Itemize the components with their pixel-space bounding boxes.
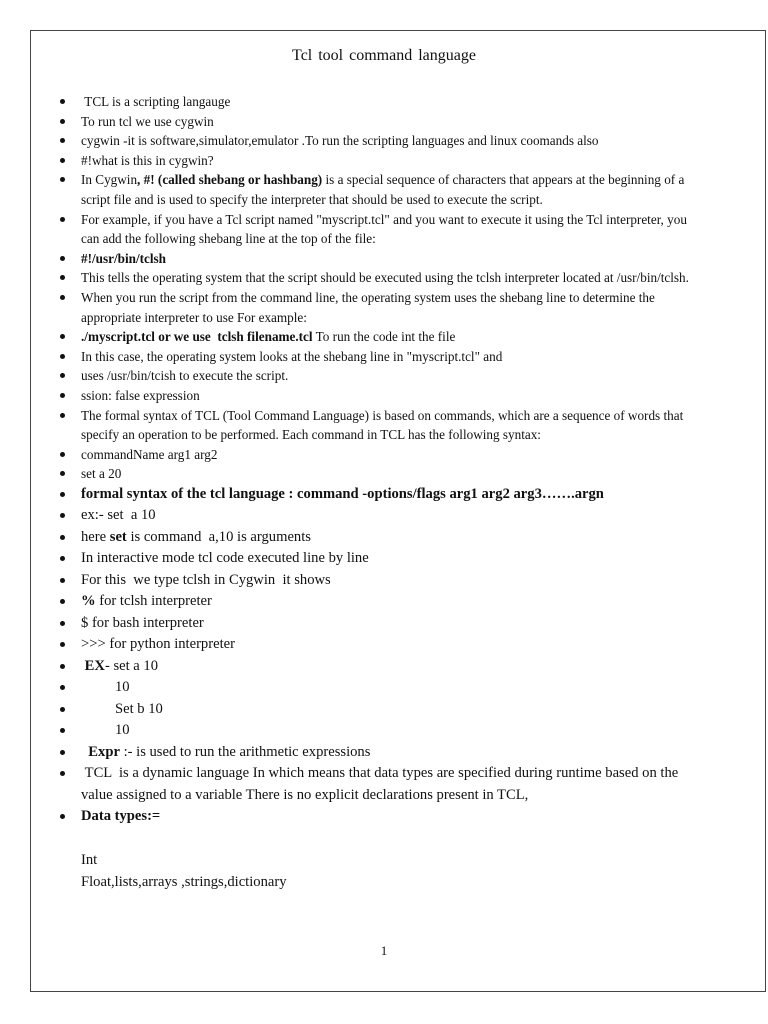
bullet-item [56,570,696,592]
text: The formal syntax of TCL (Tool Command Language) is based on commands, which are a sequence of words that specify an operation to be performed. Each command in TCL has the following syntax: [81,407,687,443]
bullet-dot-icon [60,256,65,261]
bold-text: EX [81,657,105,674]
bullet-dot-icon [60,452,65,457]
text: is a special sequence of characters that appears at the beginning of a script file and is used to specify the interpreter that should be used to execute the script. [81,172,688,207]
bullet-dot-icon [60,138,65,143]
bullet-dot-icon [60,513,65,518]
text: To run tcl we use cygwin [81,113,214,129]
text: In Cygwin [81,172,138,188]
bullet-dot-icon [60,471,65,476]
bullet-dot-icon [60,621,65,626]
bullet-dot-icon [60,642,65,647]
bullet-item [56,288,696,327]
text: uses /usr/bin/tcish to execute the script. [81,368,289,384]
bullet-item [56,591,696,613]
bullet-dot-icon [60,728,65,733]
data-types-list [81,850,287,893]
text: commandName arg1 arg2 [81,446,218,462]
text: ex:- set a 10 [81,507,156,524]
bullet-item [56,656,696,678]
bullet-item [56,366,696,386]
page-number: 1 [380,943,388,958]
text: For example, if you have a Tcl script named "myscript.tcl" and you want to execute it using the Tcl interpreter, you can add the following shebang line at the top of the file: [81,211,691,247]
bullet-dot-icon [60,99,65,104]
bullet-item [56,484,696,506]
bullet-item [56,464,696,484]
text: TCL is a scripting langauge [81,94,231,109]
text: :- is used to run the arithmetic expressions [119,743,371,760]
bullet-dot-icon [60,354,65,359]
bold-text: #!/usr/bin/tclsh [81,250,167,266]
bullet-item [56,386,696,406]
bullet-dot-icon [60,771,65,776]
bullet-dot-icon [60,158,65,163]
text: cygwin -it is software,simulator,emulator .To run the scripting languages and linux coomands also [81,133,599,149]
bullet-dot-icon [60,393,65,398]
text: To run the code int the file [312,329,456,345]
bullet-dot-icon [60,707,65,712]
bullet-dot-icon [60,334,65,339]
bullet-item [56,112,696,132]
bullet-item [56,763,696,806]
text: ssion: false expression [81,387,200,403]
bullet-item [56,634,696,656]
bullet-item [56,613,696,635]
bullet-dot-icon [60,535,65,540]
text: set a 20 [81,466,122,482]
bold-text: , #! (called shebang or hashbang) [137,172,323,188]
bullet-dot-icon [60,177,65,182]
text: For this we type tclsh in Cygwin it shows [81,571,331,588]
bullet-item [56,527,696,549]
bullet-dot-icon [60,685,65,690]
bold-text: Expr [81,743,120,760]
bullet-item [56,406,696,445]
bullet-dot-icon [60,413,65,418]
bullet-item [56,347,696,367]
text: 10 [115,722,130,739]
bullet-dot-icon [60,556,65,561]
bullet-item [56,210,696,249]
bold-text: formal syntax of the tcl language : command -options/flags arg1 arg2 arg3…….argn [81,485,604,502]
bullet-dot-icon [60,373,65,378]
bullet-item [56,151,696,171]
bullet-item [56,806,696,828]
bullet-list [56,92,696,828]
bullet-item [56,720,696,742]
text: Set b 10 [115,700,163,717]
bullet-dot-icon [60,119,65,124]
bullet-item [56,548,696,570]
bullet-dot-icon [60,814,65,819]
text: In interactive mode tcl code executed line by line [81,550,369,567]
bullet-item [56,327,696,347]
bold-text: Data types:= [81,808,161,825]
document-title: Tcl tool command language [292,47,476,64]
bullet-item [56,170,696,209]
bullet-dot-icon [60,492,65,497]
bullet-dot-icon [60,275,65,280]
bullet-item [56,445,696,465]
bullet-dot-icon [60,664,65,669]
text: $ for bash interpreter [81,614,204,631]
bullet-dot-icon [60,599,65,604]
bullet-item [56,249,696,269]
text: This tells the operating system that the script should be executed using the tclsh interpreter located at /usr/bin/tclsh. [81,270,689,286]
bullet-item [56,742,696,764]
bullet-item [56,677,696,699]
data-type-line-int: Int [81,852,98,868]
text: is command a,10 is arguments [126,528,311,545]
bullet-item [56,268,696,288]
bold-text: ./myscript.tcl or we use tclsh filename.tcl [81,329,313,345]
bullet-item [56,131,696,151]
text: When you run the script from the command line, the operating system uses the shebang line to determine the appropriate interpreter to use For example: [81,289,659,325]
text: In this case, the operating system looks at the shebang line in "myscript.tcl" and [81,348,503,364]
text: for tclsh interpreter [95,593,212,610]
data-type-line-others: Float,lists,arrays ,strings,dictionary [81,873,287,890]
bullet-dot-icon [60,217,65,222]
text: >>> for python interpreter [81,636,235,653]
text: TCL is a dynamic language In which means that data types are specified during runtime based on the value assigned to a variable There is no explicit declarations present in TCL, [81,765,682,803]
text: 10 [115,679,130,696]
text: #!what is this in cygwin? [81,152,214,168]
text: - set a 10 [104,657,159,674]
bold-text: set [109,528,127,545]
bullet-dot-icon [60,750,65,755]
bullet-dot-icon [60,578,65,583]
bullet-item [56,505,696,527]
bold-text: % [81,593,96,610]
bullet-item [56,699,696,721]
bullet-dot-icon [60,295,65,300]
bullet-item [56,92,696,112]
text: here [81,528,110,545]
